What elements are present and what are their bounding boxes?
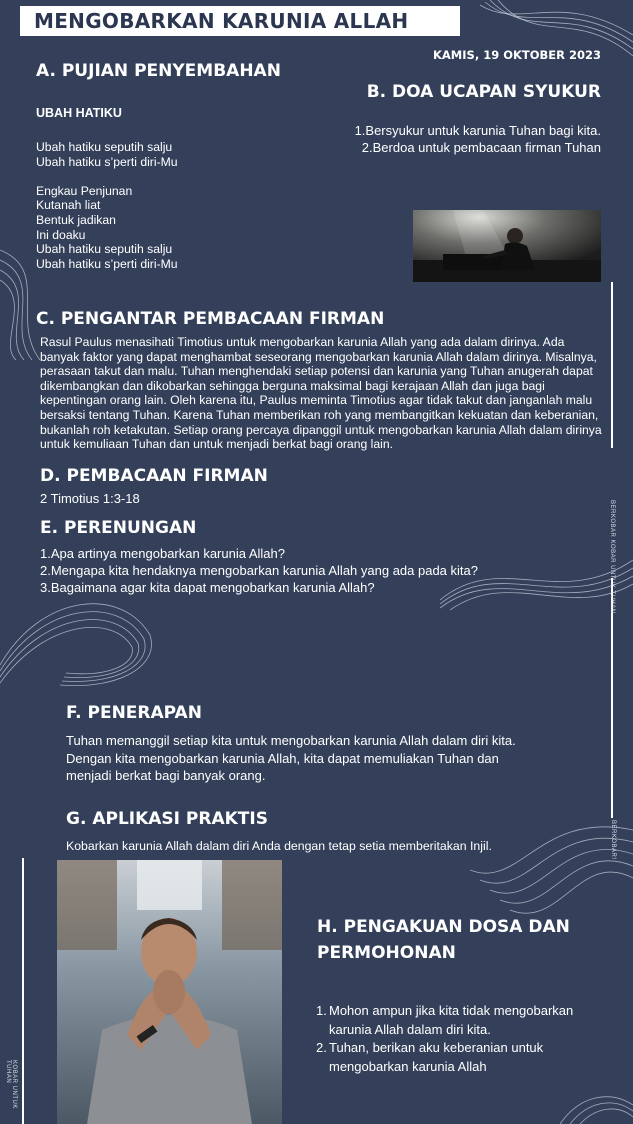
side-text-right-lower: BERKOBAR! xyxy=(610,820,616,860)
man-praying-photo xyxy=(57,860,282,1124)
song-lyrics xyxy=(36,140,178,271)
heading-perenungan: E. PERENUNGAN xyxy=(40,518,197,538)
perenungan-list xyxy=(40,545,478,596)
pengantar-paragraph: Rasul Paulus menasihati Timotius untuk mengobarkan karunia Allah yang ada dalam dirinya. Ada banyak faktor yang dapat menghambat seseorang mengobarkan karunia Allah dalam dirinya. Misalnya, perasaan takut dan malu. Tuhan menghendaki setiap potensi dan karunia yang Tuhan anugerah dapat dikembangkan dan dikobarkan sehingga berguna maksimal bagi kerajaan Allah dan juga bagi kepentingan orang lain. Oleh karena itu, Paulus meminta Timotius agar tidak takut dan janganlah malu bersaksi tentang Tuhan. Karena Tuhan memberikan roh yang membangitkan kekuatan dan keberanian, bukanlah roh ketakutan. Setiap orang percaya dipanggil untuk mengobarkan karunia Allah dalam dirinya untuk kemuliaan Tuhan dan untuk menjadi berkat bagi orang lain. xyxy=(40,335,602,452)
doa-list xyxy=(355,122,601,156)
list-item: 2. Tuhan, berikan aku keberanian untuk mengobarkan karunia Allah xyxy=(316,1040,544,1074)
heading-pengantar-pembacaan-firman: C. PENGANTAR PEMBACAAN FIRMAN xyxy=(36,309,385,329)
lyric-line: Ini doaku xyxy=(36,227,86,242)
lyric-line: Ubah hatiku s’perti diri-Mu xyxy=(36,154,178,169)
list-item: 2.Mengapa kita hendaknya mengobarkan karunia Allah yang ada pada kita? xyxy=(40,563,478,578)
heading-doa-ucapan-syukur: B. DOA UCAPAN SYUKUR xyxy=(366,82,601,102)
man-playing-piano-photo xyxy=(413,210,601,282)
heading-pujian-penyembahan: A. PUJIAN PENYEMBAHAN xyxy=(36,61,281,81)
song-title: UBAH HATIKU xyxy=(36,106,122,120)
list-item: 3.Bagaimana agar kita dapat mengobarkan karunia Allah? xyxy=(40,580,375,595)
penerapan-paragraph: Tuhan memanggil setiap kita untuk mengobarkan karunia Allah dalam diri kita. Dengan kita mengobarkan karunia Allah, kita dapat memuliakan Tuhan dan menjadi berkat bagi banyak orang. xyxy=(66,733,516,783)
lyric-line: Ubah hatiku seputih salju xyxy=(36,140,173,154)
vertical-divider-right-lower xyxy=(611,578,613,818)
lyric-line: Ubah hatiku s’perti diri-Mu xyxy=(36,256,178,271)
list-item: 2.Berdoa untuk pembacaan firman Tuhan xyxy=(361,140,601,155)
heading-penerapan: F. PENERAPAN xyxy=(66,703,202,723)
vertical-divider-left xyxy=(22,858,24,1124)
wave-decoration-bottom-right xyxy=(560,1085,633,1124)
list-item: 1. Mohon ampun jika kita tidak mengobarkan karunia Allah dalam diri kita. xyxy=(316,1003,574,1037)
heading-pengakuan-dosa: H. PENGAKUAN DOSA DAN PERMOHONAN xyxy=(317,917,570,963)
date-label: KAMIS, 19 OKTOBER 2023 xyxy=(433,48,601,62)
side-text-left-bottom: KOBAR UNTUK TUHAN xyxy=(5,1060,17,1109)
lyric-line: Kutanah liat xyxy=(36,198,101,213)
lyric-line: Ubah hatiku seputih salju xyxy=(36,242,173,257)
aplikasi-text: Kobarkan karunia Allah dalam diri Anda dengan tetap setia memberitakan Injil. xyxy=(66,839,492,853)
side-text-right-upper: BERKOBAR KOBAR UNTUK TUHAN xyxy=(609,500,615,614)
lyric-line: Engkau Penjunan xyxy=(36,183,133,198)
permohonan-list xyxy=(316,1002,573,1076)
scripture-reference: 2 Timotius 1:3-18 xyxy=(40,491,140,506)
heading-pembacaan-firman: D. PEMBACAAN FIRMAN xyxy=(40,466,268,486)
wave-decoration-right-lower xyxy=(470,810,633,930)
wave-decoration-left-middle xyxy=(0,595,160,695)
page-title: MENGOBARKAN KARUNIA ALLAH xyxy=(34,9,409,33)
title-banner xyxy=(20,6,460,36)
list-item: 1.Apa artinya mengobarkan karunia Allah? xyxy=(40,546,285,561)
list-item: 1.Bersyukur untuk karunia Tuhan bagi kita. xyxy=(354,123,601,138)
heading-aplikasi-praktis: G. APLIKASI PRAKTIS xyxy=(66,809,268,829)
lyric-line: Bentuk jadikan xyxy=(36,212,116,227)
vertical-divider-right xyxy=(611,282,613,448)
